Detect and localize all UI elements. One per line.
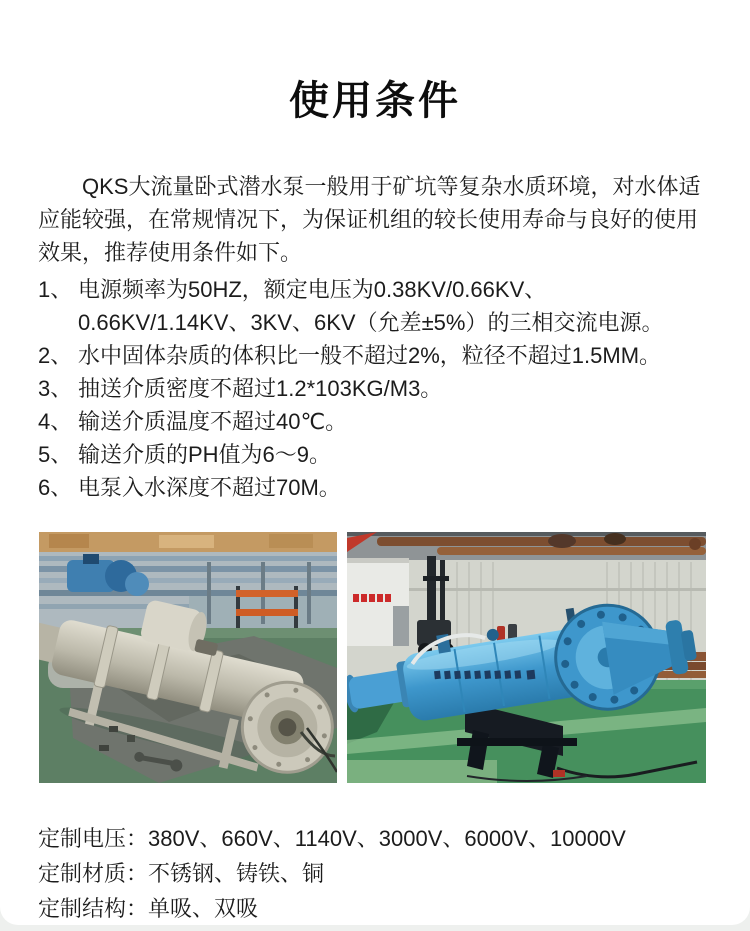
intro-paragraph: QKS大流量卧式潜水泵一般用于矿坑等复杂水质环境，对水体适应能较强，在常规情况下，为保证机组的较长使用寿命与良好的使用效果，推荐使用条件如下。 bbox=[38, 174, 701, 265]
spec-label: 定制材质： bbox=[38, 861, 149, 886]
condition-text: 电源频率为50HZ，额定电压为0.38KV/0.66KV、0.66KV/1.14KV、3KV、6KV（允差±5%）的三相交流电源。 bbox=[78, 277, 664, 335]
spec-row bbox=[38, 821, 710, 856]
condition-item bbox=[38, 471, 714, 504]
condition-number: 4、 bbox=[38, 409, 73, 434]
condition-number: 5、 bbox=[38, 442, 73, 467]
pump-photo-right bbox=[347, 532, 706, 783]
condition-text: 输送介质的PH值为6～9。 bbox=[78, 442, 332, 467]
spec-row bbox=[38, 856, 710, 891]
condition-number: 2、 bbox=[38, 343, 73, 368]
condition-text: 水中固体杂质的体积比一般不超过2%，粒径不超过1.5MM。 bbox=[78, 343, 662, 368]
spec-value: 不锈钢、铸铁、铜 bbox=[148, 861, 325, 886]
spec-value: 380V、660V、1140V、3000V、6000V、10000V bbox=[148, 826, 626, 851]
condition-text: 电泵入水深度不超过70M。 bbox=[78, 475, 341, 500]
condition-number: 6、 bbox=[38, 475, 73, 500]
condition-number: 1、 bbox=[38, 277, 73, 302]
conditions-list bbox=[38, 273, 714, 504]
condition-number: 3、 bbox=[38, 376, 73, 401]
page-title: 使用条件 bbox=[289, 79, 461, 123]
condition-item bbox=[38, 405, 714, 438]
spec-row bbox=[38, 891, 710, 926]
condition-item bbox=[38, 273, 714, 339]
photo-row bbox=[39, 532, 706, 783]
condition-item bbox=[38, 372, 714, 405]
condition-item bbox=[38, 339, 714, 372]
spec-label: 定制电压： bbox=[38, 826, 149, 851]
spec-value: 单吸、双吸 bbox=[148, 896, 259, 921]
condition-text: 输送介质温度不超过40℃。 bbox=[78, 409, 348, 434]
custom-specs bbox=[38, 821, 710, 926]
pump-photo-left bbox=[39, 532, 337, 783]
condition-item bbox=[38, 438, 714, 471]
spec-label: 定制结构： bbox=[38, 896, 149, 921]
condition-text: 抽送介质密度不超过1.2*103KG/M3。 bbox=[78, 376, 443, 401]
